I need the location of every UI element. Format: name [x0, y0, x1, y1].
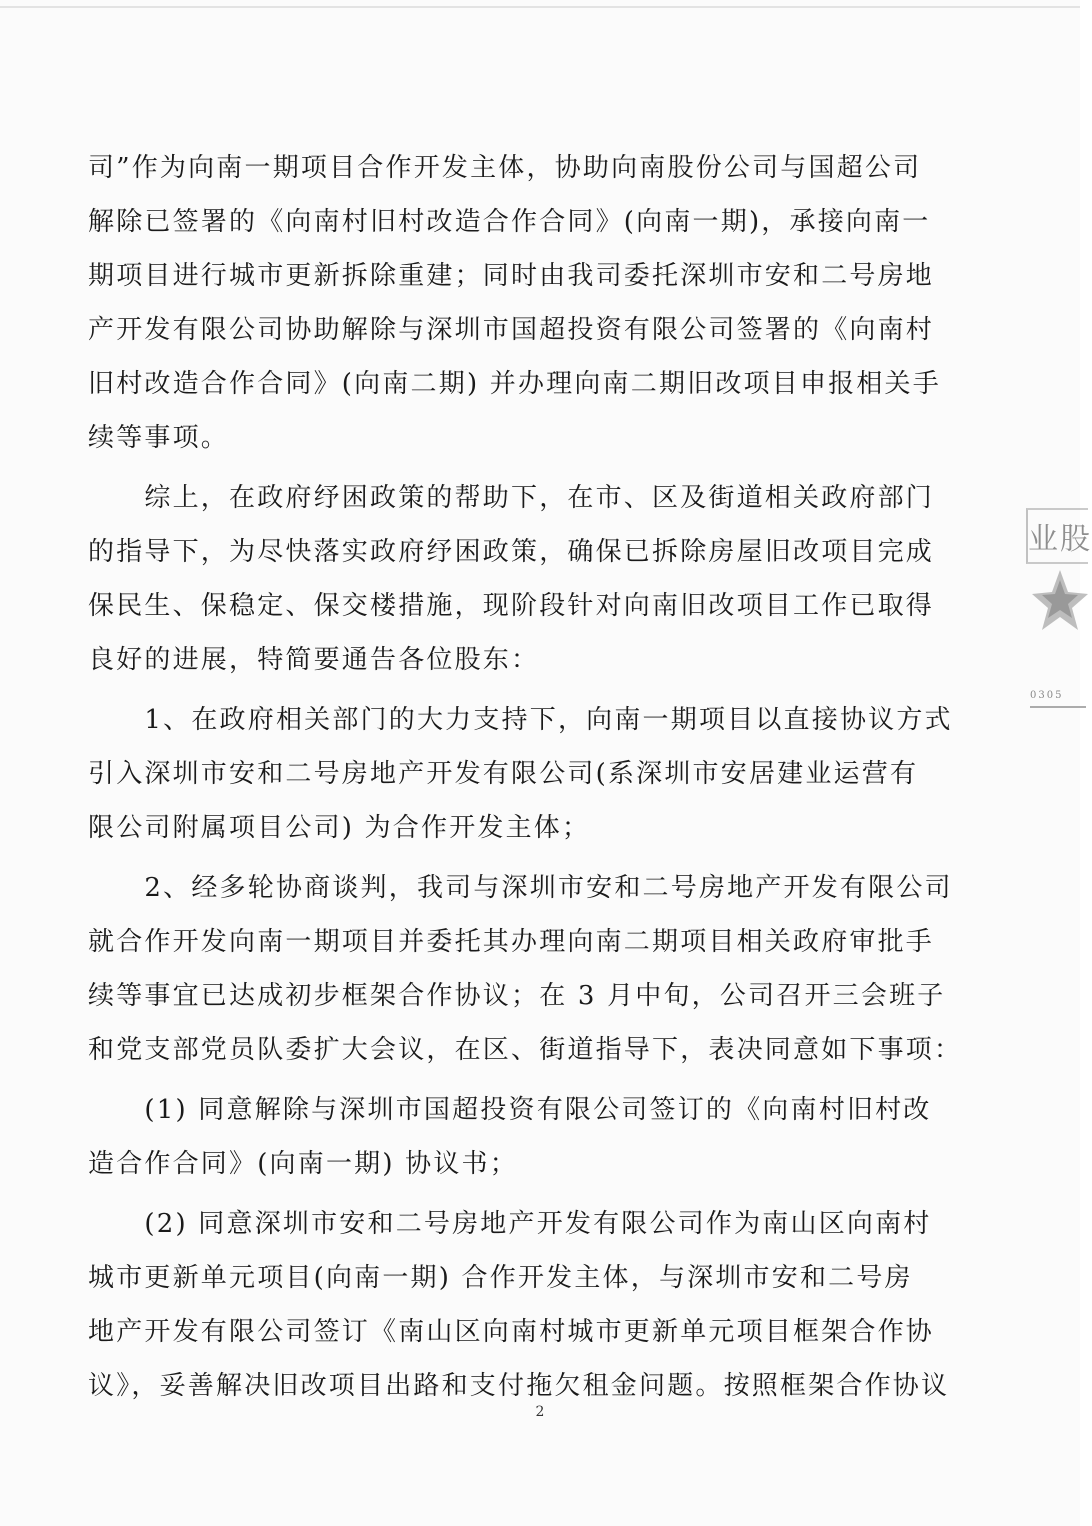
text-line: 和党支部党员队委扩大会议，在区、街道指导下，表决同意如下事项：	[88, 1035, 963, 1065]
text-line: 续等事项。	[88, 423, 230, 453]
text-line: 就合作开发向南一期项目并委托其办理向南二期项目相关政府审批手	[88, 927, 935, 957]
text-line: 续等事宜已达成初步框架合作协议；在 3 月中旬，公司召开三会班子	[88, 981, 946, 1011]
text-line: 解除已签署的《向南村旧村改造合作合同》(向南一期)，承接向南一	[88, 207, 931, 237]
top-border-line	[0, 6, 1080, 8]
seal-text: 业股	[1028, 522, 1092, 557]
star-icon	[1024, 566, 1090, 636]
text-line: 旧村改造合作合同》(向南二期) 并办理向南二期旧改项目申报相关手	[88, 369, 941, 399]
text-line: 引入深圳市安和二号房地产开发有限公司(系深圳市安居建业运营有	[88, 759, 919, 789]
text-line: 保民生、保稳定、保交楼措施，现阶段针对向南旧改项目工作已取得	[88, 591, 935, 621]
page-number: 2	[535, 1404, 545, 1420]
seal-digits: 0305	[1030, 690, 1064, 701]
text-line: 造合作合同》(向南一期) 协议书；	[88, 1149, 518, 1179]
seal-underline	[1030, 706, 1086, 708]
document-body	[88, 141, 970, 1413]
text-line: 地产开发有限公司签订《南山区向南村城市更新单元项目框架合作协	[88, 1317, 935, 1347]
text-line: 1、在政府相关部门的大力支持下，向南一期项目以直接协议方式	[88, 705, 953, 735]
text-line: (1) 同意解除与深圳市国超投资有限公司签订的《向南村旧村改	[88, 1095, 932, 1125]
text-line: 产开发有限公司协助解除与深圳市国超投资有限公司签署的《向南村	[88, 315, 935, 345]
text-line: 城市更新单元项目(向南一期) 合作开发主体，与深圳市安和二号房	[88, 1263, 913, 1293]
company-seal	[1010, 500, 1092, 730]
text-line: (2) 同意深圳市安和二号房地产开发有限公司作为南山区向南村	[88, 1209, 932, 1239]
text-line: 议》，妥善解决旧改项目出路和支付拖欠租金问题。按照框架合作协议	[88, 1371, 950, 1401]
text-line: 限公司附属项目公司) 为合作开发主体；	[88, 813, 591, 843]
text-line: 司”作为向南一期项目合作开发主体，协助向南股份公司与国超公司	[88, 153, 922, 183]
text-line: 综上，在政府纾困政策的帮助下，在市、区及街道相关政府部门	[88, 483, 935, 513]
text-line: 2、经多轮协商谈判，我司与深圳市安和二号房地产开发有限公司	[88, 873, 953, 903]
text-line: 期项目进行城市更新拆除重建；同时由我司委托深圳市安和二号房地	[88, 261, 935, 291]
text-line: 的指导下，为尽快落实政府纾困政策，确保已拆除房屋旧改项目完成	[88, 537, 935, 567]
text-line: 良好的进展，特简要通告各位股东：	[88, 645, 540, 675]
